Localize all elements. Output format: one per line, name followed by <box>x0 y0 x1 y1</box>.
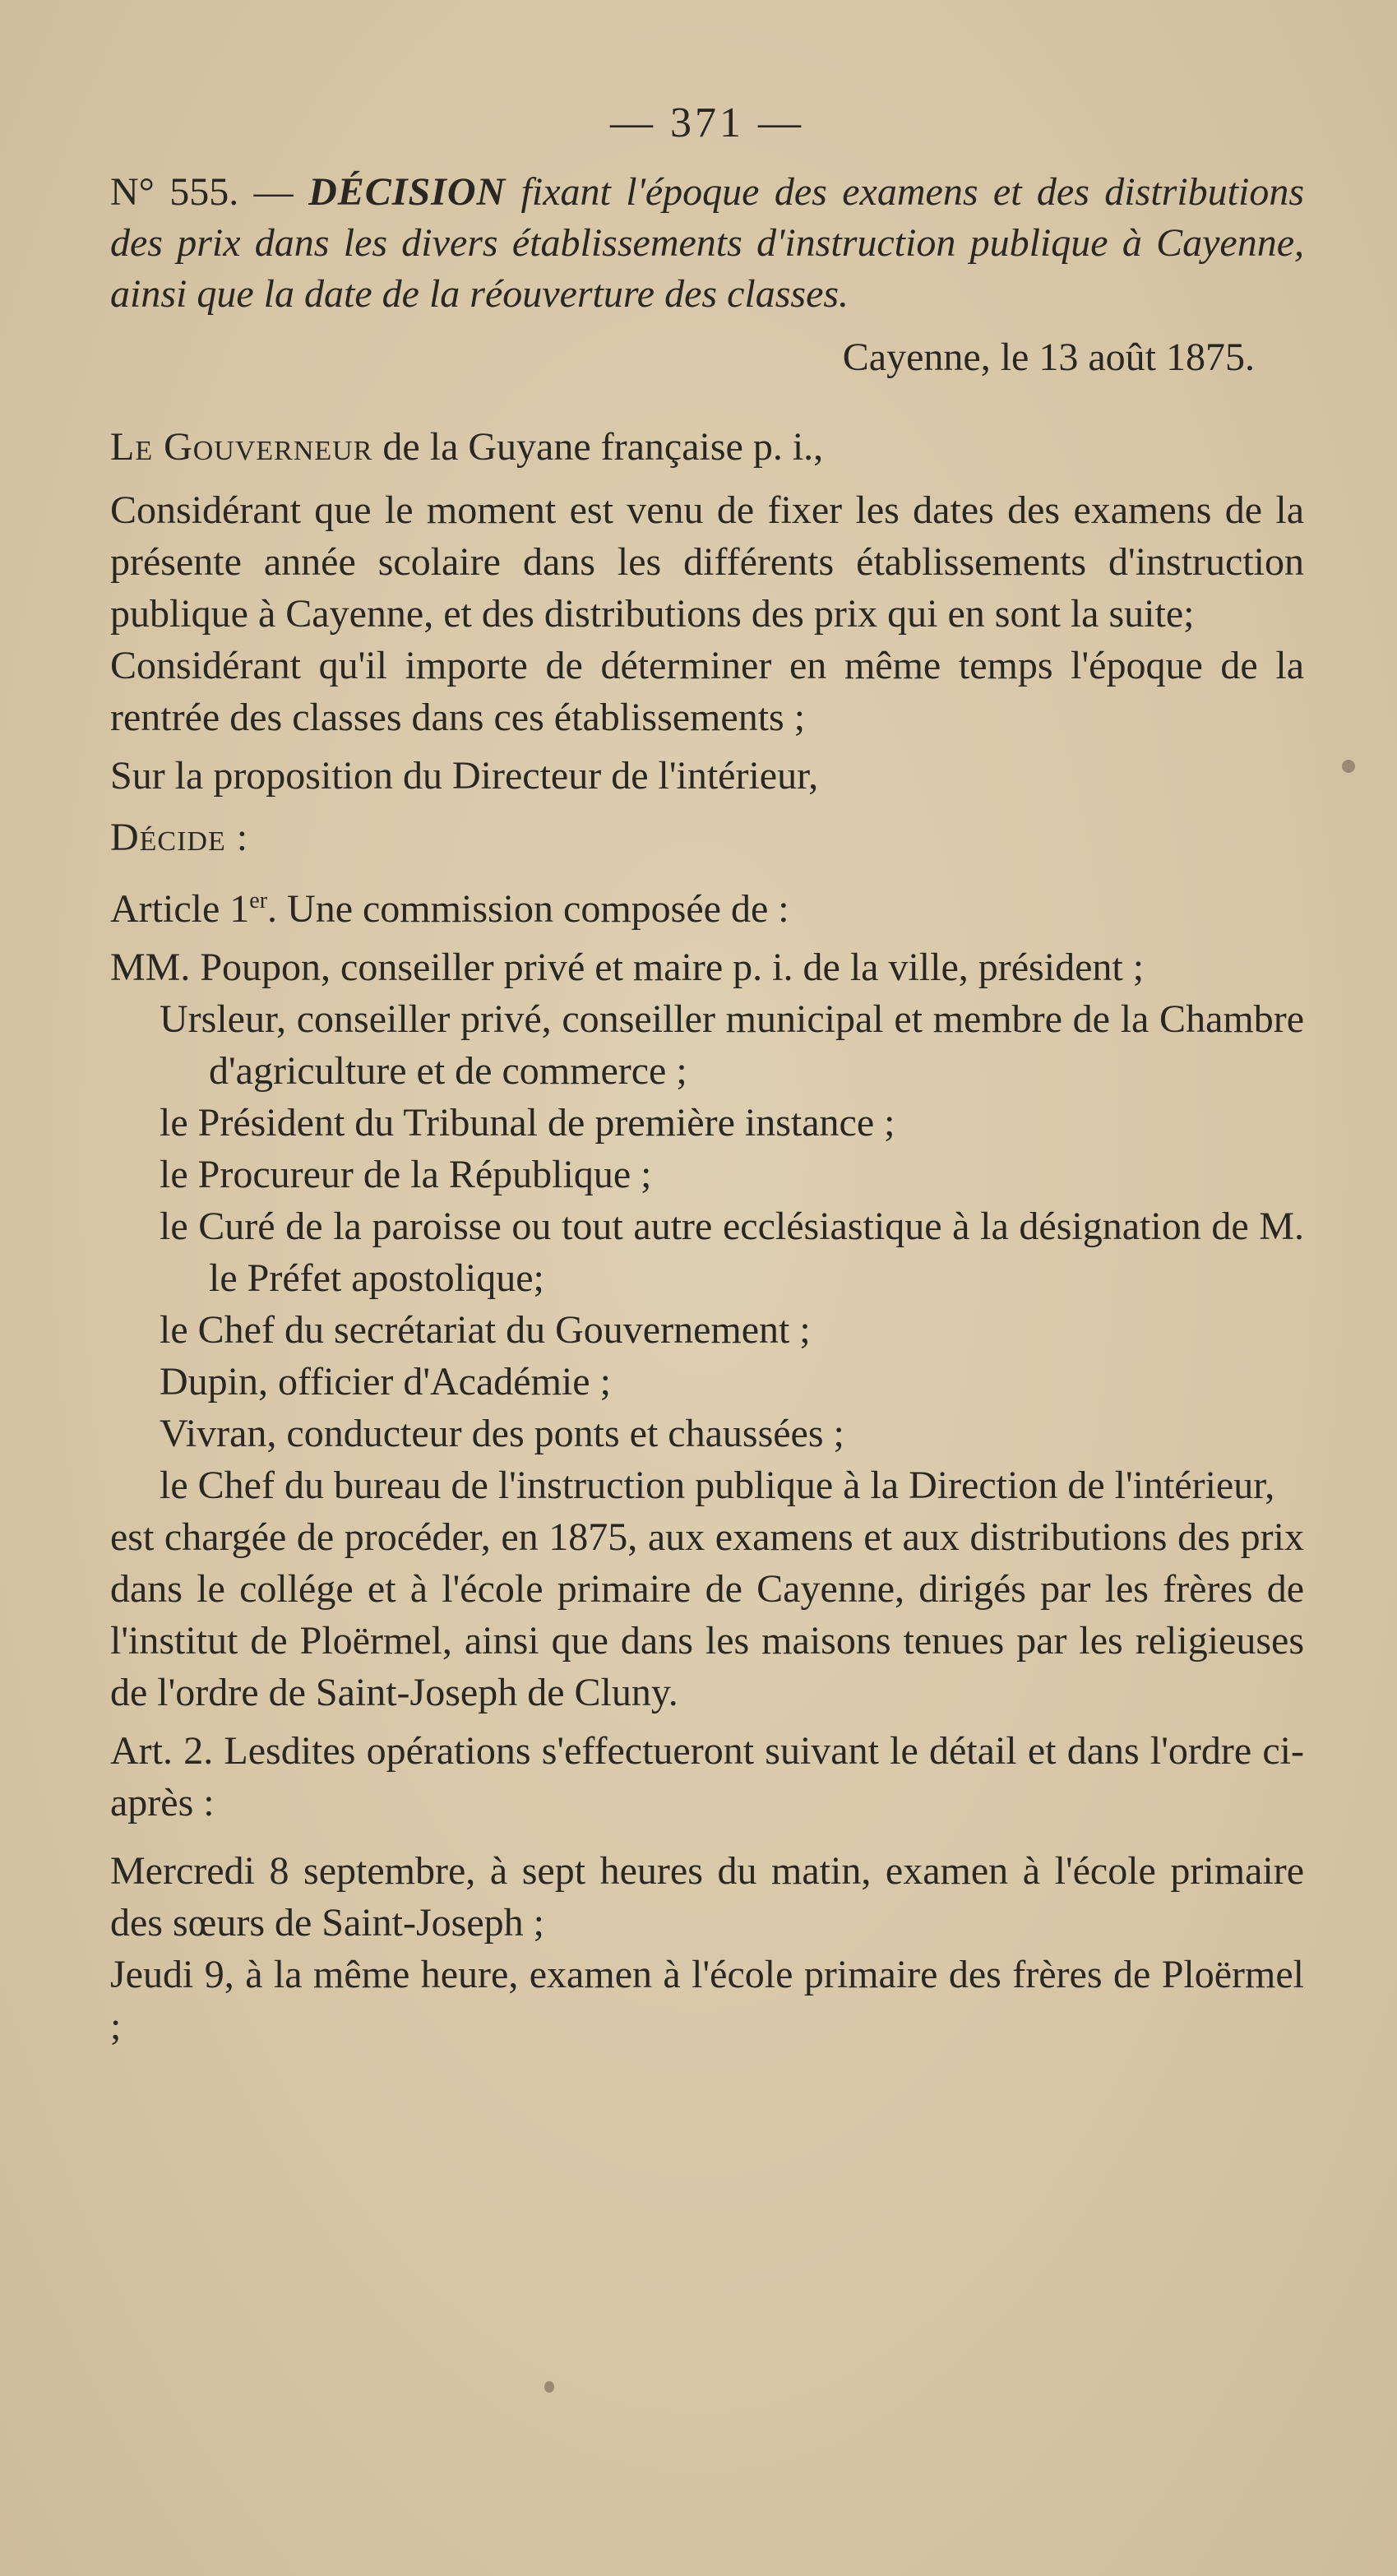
decision-number: N° 555. — <box>110 170 294 214</box>
member-item: le Chef du secrétariat du Gouvernement ; <box>160 1308 811 1352</box>
article-1-intro <box>110 883 1304 935</box>
governor-line <box>110 421 1304 473</box>
member-item: le Chef du bureau de l'instruction publique à la Direction de l'intérieur, <box>160 1464 1275 1507</box>
member-item: Ursleur, conseiller privé, conseiller municipal et membre de la Chambre d'agriculture et de commerce ; <box>160 997 1304 1093</box>
article-1-text: . Une commission composée de : <box>267 887 789 931</box>
article-1-sup: er <box>249 888 268 913</box>
article-2: Art. 2. Lesdites opérations s'effectueront suivant le détail et dans l'ordre ci-après : <box>110 1729 1304 1824</box>
article-1-label: Article 1 <box>110 887 250 931</box>
member-item: MM. Poupon, conseiller privé et maire p. i. de la ville, président ; <box>110 946 1145 989</box>
dateline: Cayenne, le 13 août 1875. <box>842 335 1255 379</box>
member-item: Dupin, officier d'Académie ; <box>160 1360 611 1404</box>
considerant-1: Considérant que le moment est venu de fixer les dates des examens de la présente année scolaire dans les différents établissements d'instruction publique à Cayenne, et des distributions des prix qui en sont la suite; <box>110 488 1304 636</box>
member-item: le Curé de la paroisse ou tout autre ecclésiastique à la désignation de M. le Préfet apostolique; <box>160 1205 1304 1300</box>
article-1-conclusion: est chargée de procéder, en 1875, aux examens et aux distributions des prix dans le collége et à l'école primaire de Cayenne, dirigés par les frères de l'institut de Ploërmel, ainsi que dans les maisons tenues par les religieuses de l'ordre de Saint-Joseph de Cluny. <box>110 1515 1304 1714</box>
schedule-item: Jeudi 9, à la même heure, examen à l'école primaire des frères de Ploërmel ; <box>110 1953 1304 2048</box>
governor-rest: de la Guyane française p. i., <box>382 425 824 469</box>
page-number: — 371 — <box>610 99 804 146</box>
schedule-item: Mercredi 8 septembre, à sept heures du matin, examen à l'école primaire des sœurs de Saint-Joseph ; <box>110 1849 1304 1945</box>
ink-speck <box>544 2381 554 2393</box>
governor-title: Le Gouverneur <box>110 425 373 469</box>
decision-subject: fixant l'époque des examens et des distributions des prix dans les divers établissements d'instruction publique à Cayenne, ainsi que la date de la réouverture des classes. <box>110 170 1305 316</box>
decision-title <box>110 167 1304 320</box>
considerant-2: Considérant qu'il importe de déterminer en même temps l'époque de la rentrée des classes dans ces établissements ; <box>110 644 1304 739</box>
member-item: Vivran, conducteur des ponts et chaussées ; <box>160 1412 844 1455</box>
proposition: Sur la proposition du Directeur de l'intérieur, <box>110 754 819 798</box>
decide-heading: Décide : <box>110 816 249 859</box>
ink-speck <box>1342 760 1355 773</box>
member-item: le Président du Tribunal de première instance ; <box>160 1101 895 1145</box>
page-text <box>110 97 1304 2052</box>
member-item: le Procureur de la République ; <box>160 1153 652 1196</box>
decision-heading: DÉCISION <box>308 170 507 214</box>
commission-members <box>110 941 1304 1511</box>
